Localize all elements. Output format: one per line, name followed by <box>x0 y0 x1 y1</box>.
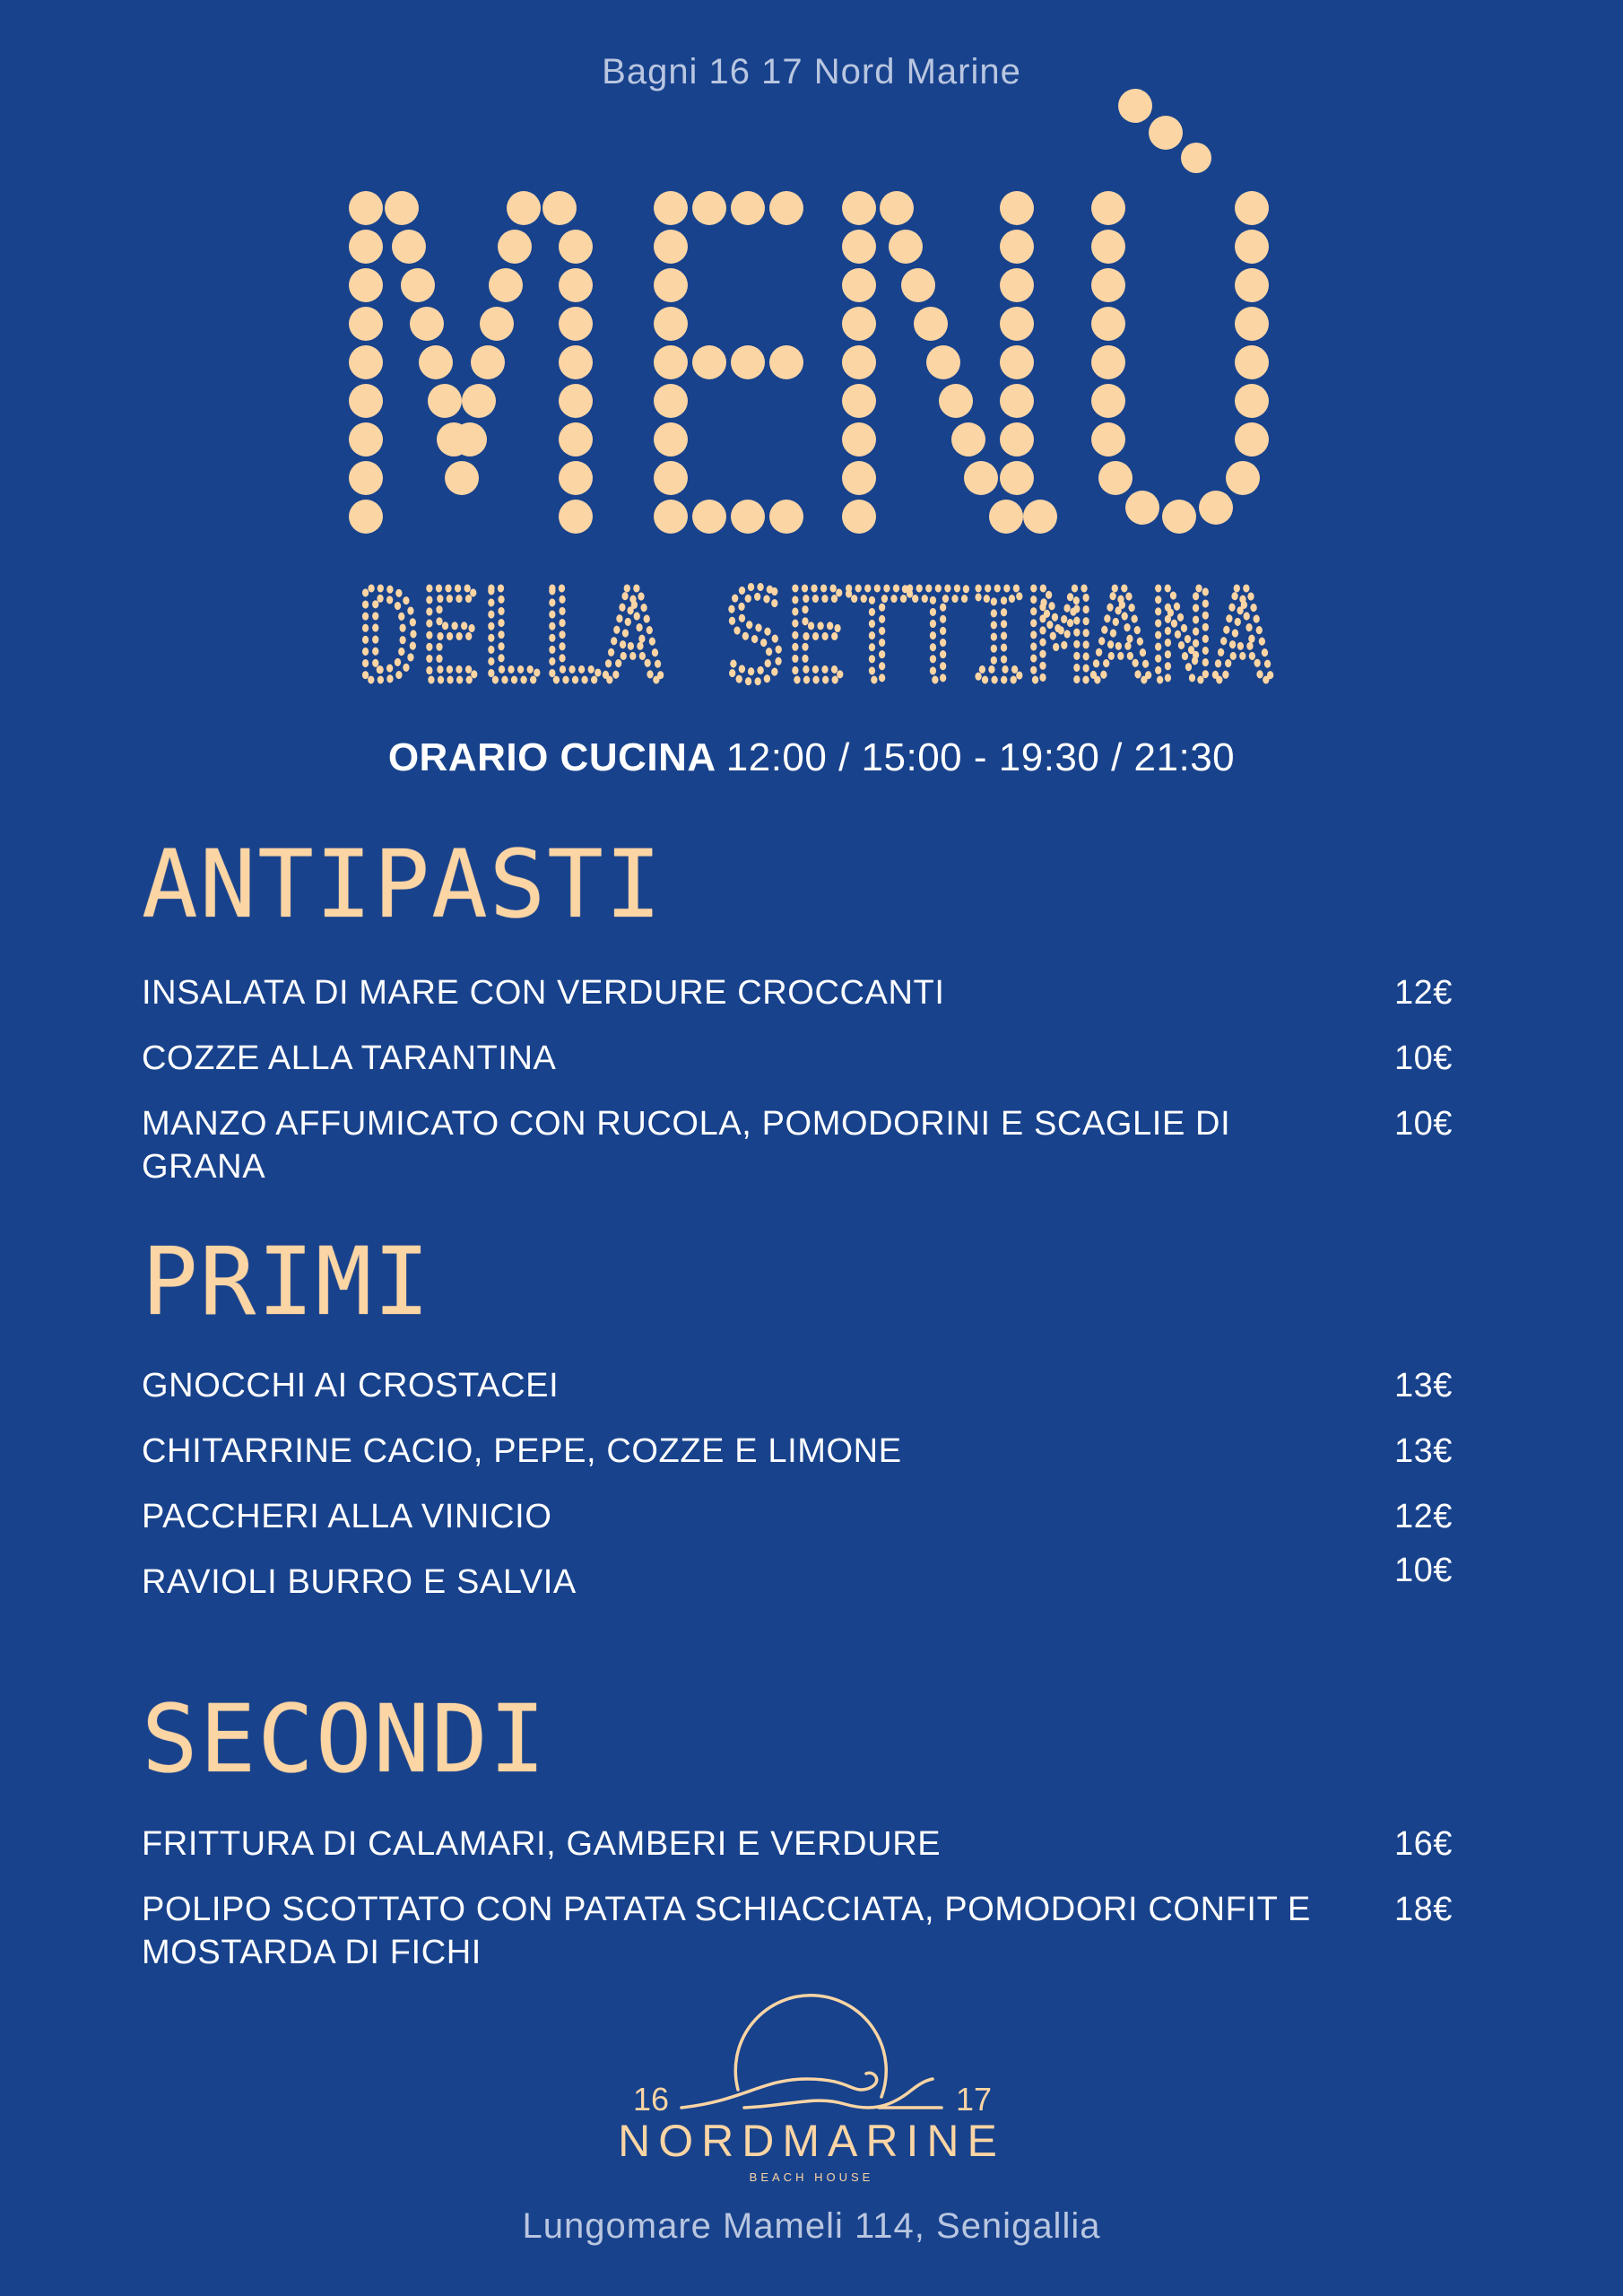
logo-brand: NORDMARINE <box>618 2116 1005 2166</box>
menu-title <box>323 81 1309 709</box>
dish-price: 10€ <box>1394 1105 1453 1143</box>
title-main-text: MENÙ <box>323 81 325 82</box>
dish-name: PACCHERI ALLA VINICIO <box>142 1498 552 1535</box>
dish-price: 12€ <box>1394 1498 1453 1535</box>
logo-number-left: 16 <box>633 2081 670 2118</box>
logo-number-right: 17 <box>956 2081 993 2118</box>
section-title-primi: PRIMI <box>142 1227 432 1336</box>
kitchen-hours-value: 12:00 / 15:00 - 19:30 / 21:30 <box>725 735 1236 779</box>
dish-price: 13€ <box>1394 1367 1453 1405</box>
dish-price: 10€ <box>1394 1039 1453 1077</box>
kitchen-hours <box>0 735 1623 780</box>
dish-name: FRITTURA DI CALAMARI, GAMBERI E VERDURE <box>142 1825 942 1863</box>
section-title-secondi: SECONDI <box>142 1684 548 1794</box>
section-title-antipasti: ANTIPASTI <box>142 830 664 939</box>
dish-price: 16€ <box>1394 1825 1453 1863</box>
dish-name: MANZO AFFUMICATO CON RUCOLA, POMODORINI E SCAGLIE DI GRANA <box>142 1105 1231 1186</box>
footer-address: Lungomare Mameli 114, Senigallia <box>522 2206 1101 2246</box>
dish-name: INSALATA DI MARE CON VERDURE CROCCANTI <box>142 974 945 1012</box>
kitchen-hours-label: ORARIO CUCINA <box>387 735 716 779</box>
dish-price: 12€ <box>1394 974 1453 1012</box>
dish-name: RAVIOLI BURRO E SALVIA <box>142 1563 577 1601</box>
venue-name: Bagni 16 17 Nord Marine <box>602 52 1021 91</box>
dish-price: 13€ <box>1394 1432 1453 1470</box>
nordmarine-logo-icon <box>610 1982 1013 2117</box>
dish-price: 10€ <box>1394 1552 1453 1589</box>
dish-name: POLIPO SCOTTATO CON PATATA SCHIACCIATA, POMODORI CONFIT E MOSTARDA DI FICHI <box>142 1891 1311 1971</box>
dish-name: COZZE ALLA TARANTINA <box>142 1039 557 1077</box>
title-main-dots <box>349 89 1269 534</box>
dish-price: 18€ <box>1394 1891 1453 1928</box>
title-sub: DELLA SETTIMANA <box>359 564 1273 710</box>
dish-name: CHITARRINE CACIO, PEPE, COZZE E LIMONE <box>142 1432 902 1470</box>
logo-tagline: BEACH HOUSE <box>749 2170 874 2184</box>
dish-name: GNOCCHI AI CROSTACEI <box>142 1367 560 1405</box>
